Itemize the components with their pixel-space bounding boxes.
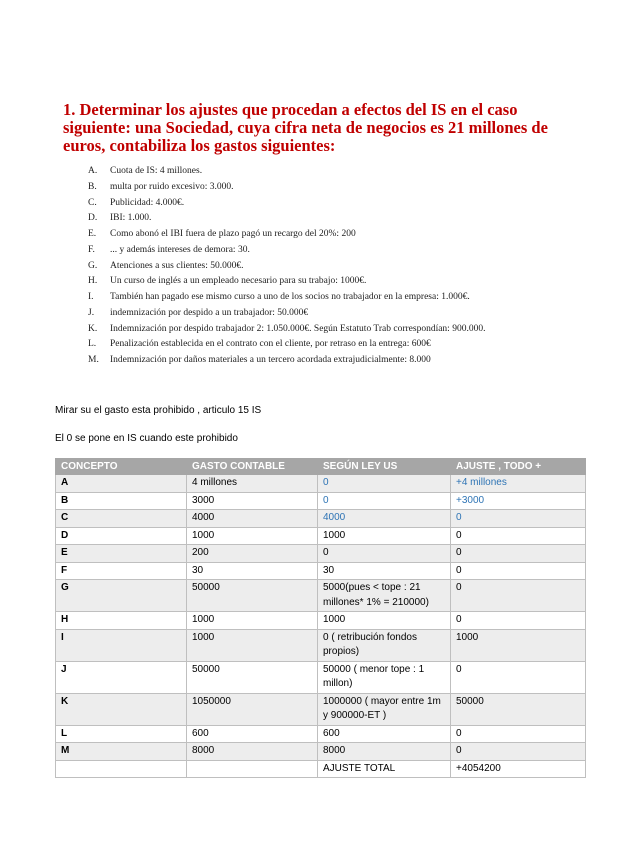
- item-text: Indemnización por despido trabajador 2: 1.050.000€. Según Estatuto Trab correspondían: 900.000.: [110, 323, 486, 334]
- list-item: [88, 259, 608, 275]
- table-row: [56, 661, 586, 693]
- cell-concept: G: [56, 580, 187, 612]
- list-item: [88, 180, 608, 196]
- table-row: [56, 510, 586, 528]
- item-letter: G.: [88, 260, 98, 271]
- note-article-15: Mirar su el gasto esta prohibido , articulo 15 IS: [55, 405, 262, 416]
- item-text: ... y además intereses de demora: 30.: [110, 244, 250, 255]
- note-zero-rule: El 0 se pone en IS cuando este prohibido: [55, 433, 238, 444]
- item-text: Cuota de IS: 4 millones.: [110, 166, 203, 176]
- table-row: [56, 562, 586, 580]
- table-row: [56, 492, 586, 510]
- cell-gasto: 8000: [187, 743, 318, 761]
- table-row: [56, 629, 586, 661]
- cell-gasto: 50000: [187, 661, 318, 693]
- cell-ley: 0: [318, 545, 451, 563]
- cell-ajuste: 0: [451, 510, 586, 528]
- cell-gasto: 1050000: [187, 693, 318, 725]
- list-item: [88, 322, 608, 338]
- cell-concept: M: [56, 743, 187, 761]
- item-text: Indemnización por daños materiales a un tercero acordada extrajudicialmente: 8.000: [110, 355, 431, 365]
- cell-gasto: 200: [187, 545, 318, 563]
- item-text: Publicidad: 4.000€.: [110, 197, 185, 208]
- cell-gasto: 1000: [187, 629, 318, 661]
- cell-ley: 5000(pues < tope : 21 millones* 1% = 210000): [318, 580, 451, 612]
- item-letter: K.: [88, 323, 98, 334]
- cell-gasto: 4 millones: [187, 475, 318, 493]
- cell-ajuste: 0: [451, 725, 586, 743]
- item-text: multa por ruido excesivo: 3.000.: [110, 181, 234, 192]
- expense-list: [88, 164, 608, 369]
- cell-concept: J: [56, 661, 187, 693]
- item-text: También han pagado ese mismo curso a uno de los socios no trabajador en la empresa: 1.000€.: [110, 292, 470, 302]
- table-row: [56, 545, 586, 563]
- cell-gasto: 4000: [187, 510, 318, 528]
- cell-concept: [56, 760, 187, 778]
- adjustments-table: [55, 458, 586, 778]
- cell-gasto: 50000: [187, 580, 318, 612]
- item-text: Como abonó el IBI fuera de plazo pagó un recargo del 20%: 200: [110, 229, 356, 239]
- cell-concept: B: [56, 492, 187, 510]
- table-row: [56, 612, 586, 630]
- item-letter: D.: [88, 213, 98, 224]
- table-row: [56, 693, 586, 725]
- cell-ajuste: 0: [451, 580, 586, 612]
- cell-concept: I: [56, 629, 187, 661]
- cell-concept: D: [56, 527, 187, 545]
- cell-concept: H: [56, 612, 187, 630]
- cell-ajuste: +4 millones: [451, 475, 586, 493]
- item-text: Atenciones a sus clientes: 50.000€.: [110, 260, 244, 271]
- header-segun-ley: SEGÚN LEY US: [318, 459, 451, 475]
- cell-ley: 0: [318, 475, 451, 493]
- item-letter: F.: [88, 244, 95, 255]
- cell-concept: L: [56, 725, 187, 743]
- item-letter: E.: [88, 229, 97, 239]
- cell-concept: E: [56, 545, 187, 563]
- item-letter: L.: [88, 339, 97, 350]
- table-row: [56, 580, 586, 612]
- cell-gasto: 3000: [187, 492, 318, 510]
- cell-ley: 4000: [318, 510, 451, 528]
- item-text: IBI: 1.000.: [110, 213, 152, 224]
- list-item: [88, 196, 608, 212]
- item-letter: I.: [88, 292, 94, 302]
- cell-ajuste: 0: [451, 545, 586, 563]
- cell-gasto: [187, 760, 318, 778]
- cell-gasto: 1000: [187, 527, 318, 545]
- cell-ley: 600: [318, 725, 451, 743]
- cell-ley: 1000: [318, 612, 451, 630]
- cell-concept: F: [56, 562, 187, 580]
- table-row: [56, 725, 586, 743]
- list-item: [88, 274, 608, 290]
- list-item: [88, 353, 608, 369]
- cell-concept: C: [56, 510, 187, 528]
- cell-ajuste: 1000: [451, 629, 586, 661]
- list-item: [88, 164, 608, 180]
- list-item: [88, 211, 608, 227]
- cell-ley: 50000 ( menor tope : 1 millon): [318, 661, 451, 693]
- item-letter: C.: [88, 197, 97, 208]
- item-letter: A.: [88, 166, 98, 176]
- exercise-heading: 1. Determinar los ajustes que procedan a efectos del IS en el caso siguiente: una Sociedad, cuya cifra neta de negocios es 21 millones de euros, contabiliza los gastos siguientes:: [63, 100, 548, 155]
- list-item: [88, 290, 608, 306]
- item-letter: M.: [88, 355, 99, 365]
- cell-ley: 8000: [318, 743, 451, 761]
- item-text: Un curso de inglés a un empleado necesario para su trabajo: 1000€.: [110, 276, 367, 287]
- cell-ley: 0: [318, 492, 451, 510]
- table-header-row: [56, 459, 586, 475]
- cell-concept: A: [56, 475, 187, 493]
- item-letter: H.: [88, 276, 98, 287]
- cell-ley: 1000000 ( mayor entre 1m y 900000-ET ): [318, 693, 451, 725]
- header-gasto-contable: GASTO CONTABLE: [187, 459, 318, 475]
- table-row: [56, 527, 586, 545]
- list-item: [88, 243, 608, 259]
- item-letter: J.: [88, 307, 95, 318]
- cell-ley: 30: [318, 562, 451, 580]
- item-letter: B.: [88, 181, 97, 192]
- table-row: [56, 743, 586, 761]
- cell-ley: 1000: [318, 527, 451, 545]
- list-item: [88, 337, 608, 353]
- total-value: +4054200: [451, 760, 586, 778]
- cell-ajuste: +3000: [451, 492, 586, 510]
- cell-ajuste: 0: [451, 612, 586, 630]
- cell-ajuste: 0: [451, 562, 586, 580]
- item-text: Penalización establecida en el contrato con el cliente, por retraso en la entrega: 600€: [110, 339, 431, 350]
- cell-gasto: 1000: [187, 612, 318, 630]
- table-row: [56, 475, 586, 493]
- list-item: [88, 227, 608, 243]
- header-concepto: CONCEPTO: [56, 459, 187, 475]
- cell-ajuste: 0: [451, 527, 586, 545]
- cell-ley: 0 ( retribución fondos propios): [318, 629, 451, 661]
- cell-ajuste: 0: [451, 661, 586, 693]
- cell-ajuste: 0: [451, 743, 586, 761]
- cell-gasto: 30: [187, 562, 318, 580]
- item-text: indemnización por despido a un trabajador: 50.000€: [110, 307, 309, 318]
- total-label: AJUSTE TOTAL: [318, 760, 451, 778]
- table-total-row: [56, 760, 586, 778]
- cell-concept: K: [56, 693, 187, 725]
- list-item: [88, 306, 608, 322]
- header-ajuste: AJUSTE , TODO +: [451, 459, 586, 475]
- cell-gasto: 600: [187, 725, 318, 743]
- cell-ajuste: 50000: [451, 693, 586, 725]
